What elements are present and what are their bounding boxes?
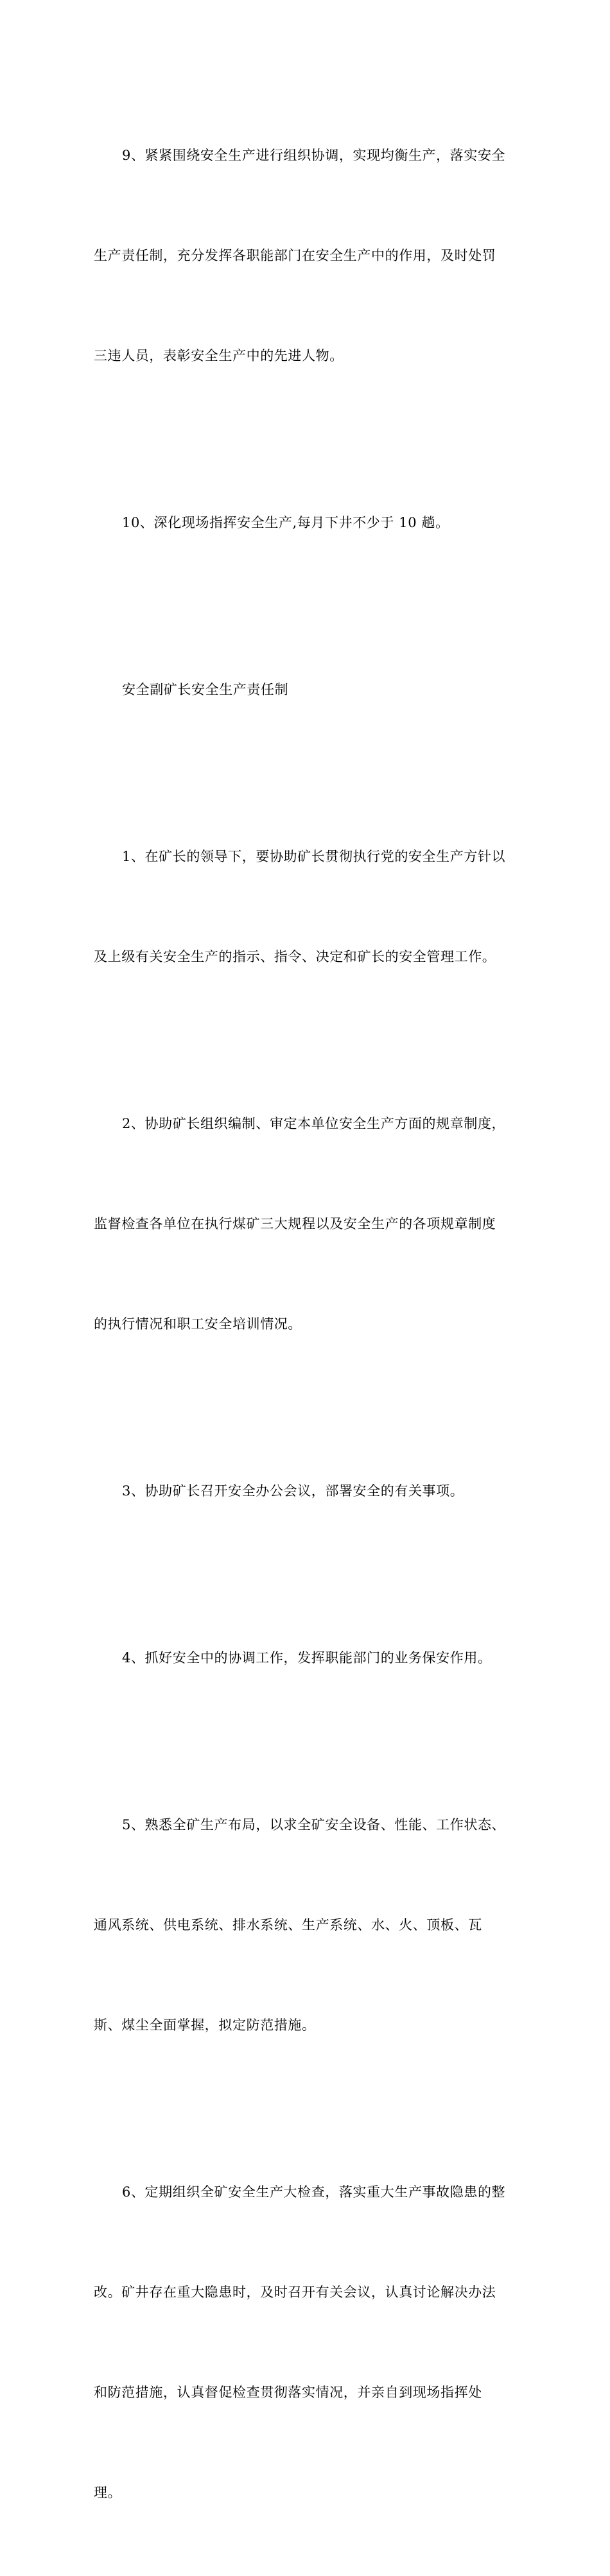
paragraph-line: 斯、煤尘全面掌握，拟定防范措施。 xyxy=(94,2017,316,2033)
paragraph-line: 生产责任制，充分发挥各职能部门在安全生产中的作用，及时处罚 xyxy=(94,248,496,263)
document-body xyxy=(94,72,518,2576)
paragraph-line: 及上级有关安全生产的指示、指令、决定和矿长的安全管理工作。 xyxy=(94,949,496,964)
paragraph-line: 9、紧紧围绕安全生产进行组织协调，实现均衡生产，落实安全 xyxy=(122,148,506,163)
paragraph-item-1 xyxy=(94,773,518,1040)
section-heading-text: 安全副矿长安全生产责任制 xyxy=(122,682,289,697)
paragraph-line: 改。矿井存在重大隐患时，及时召开有关会议，认真讨论解决办法 xyxy=(94,2284,496,2300)
paragraph-line: 5、熟悉全矿生产布局，以求全矿安全设备、性能、工作状态、 xyxy=(122,1817,506,1832)
paragraph-line: 三违人员，表彰安全生产中的先进人物。 xyxy=(94,348,344,363)
paragraph-item-5 xyxy=(94,1741,518,2109)
paragraph-line: 1、在矿长的领导下，要协助矿长贯彻执行党的安全生产方针以 xyxy=(122,849,506,864)
paragraph-item-9 xyxy=(94,72,518,439)
paragraph-line: 理。 xyxy=(94,2485,122,2500)
paragraph-line: 的执行情况和职工安全培训情况。 xyxy=(94,1316,302,1332)
paragraph-line: 10、深化现场指挥安全生产,每月下井不少于 10 趟。 xyxy=(122,515,449,530)
paragraph-item-10 xyxy=(94,439,518,606)
paragraph-line: 和防范措施，认真督促检查贯彻落实情况，并亲自到现场指挥处 xyxy=(94,2385,482,2400)
paragraph-line: 2、协助矿长组织编制、审定本单位安全生产方面的规章制度， xyxy=(122,1116,506,1131)
paragraph-item-4 xyxy=(94,1574,518,1741)
paragraph-line: 4、抓好安全中的协调工作，发挥职能部门的业务保安作用。 xyxy=(122,1650,492,1666)
section-heading xyxy=(94,606,518,773)
paragraph-line: 6、定期组织全矿安全生产大检查，落实重大生产事故隐患的整 xyxy=(122,2184,506,2200)
paragraph-line: 监督检查各单位在执行煤矿三大规程以及安全生产的各项规章制度 xyxy=(94,1216,496,1231)
paragraph-item-2 xyxy=(94,1040,518,1407)
paragraph-line: 3、协助矿长召开安全办公会议，部署安全的有关事项。 xyxy=(122,1483,464,1499)
paragraph-item-3 xyxy=(94,1407,518,1574)
paragraph-item-6 xyxy=(94,2109,518,2576)
paragraph-line: 通风系统、供电系统、排水系统、生产系统、水、火、顶板、瓦 xyxy=(94,1917,482,1933)
